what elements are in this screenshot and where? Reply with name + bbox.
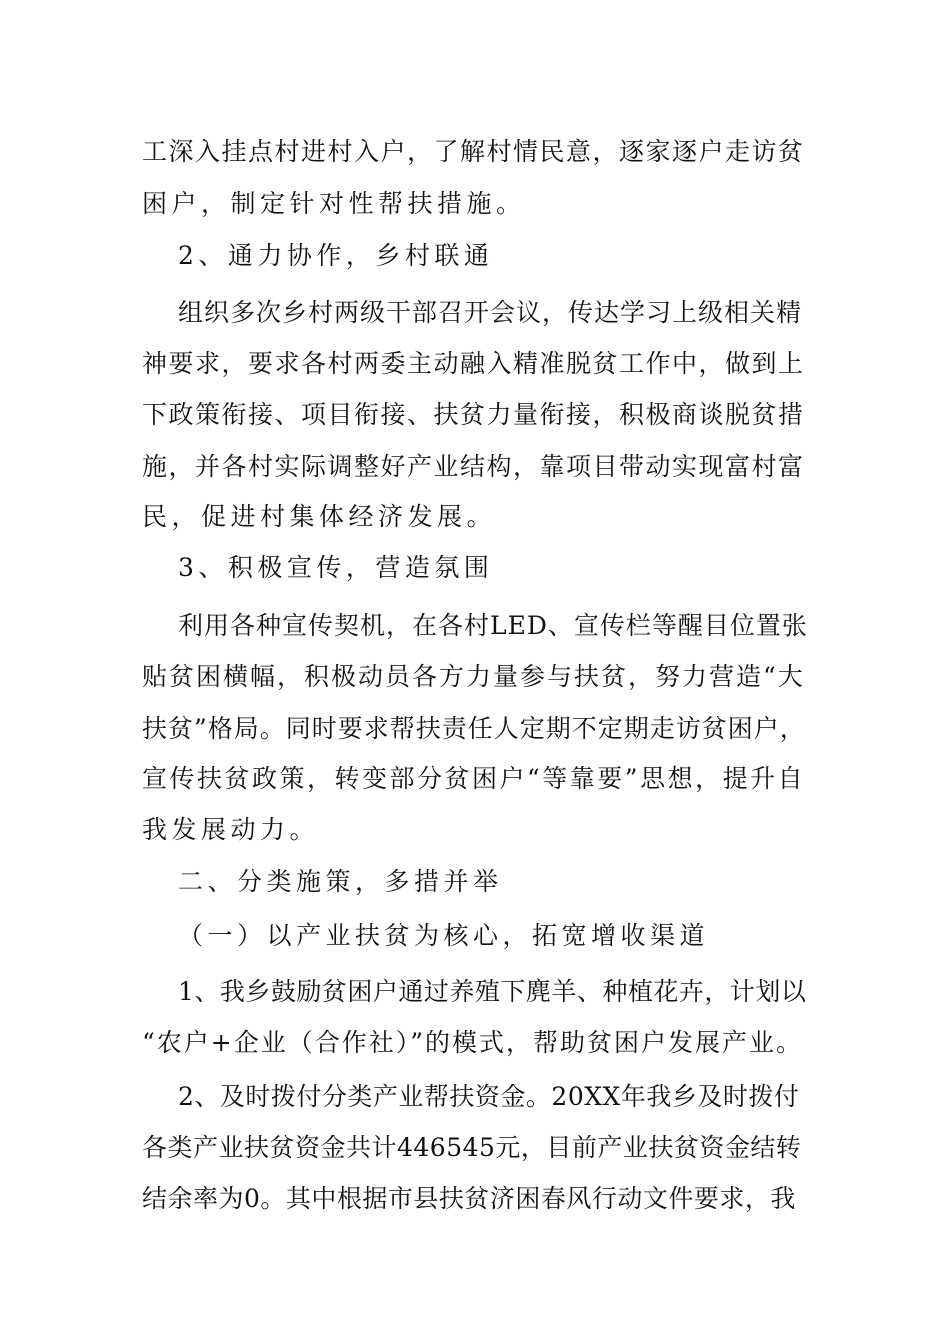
body-text-line: 民，促进村集体经济发展。 bbox=[142, 502, 497, 531]
body-text-line: “农户+企业（合作社）”的模式，帮助贫困户发展产业。 bbox=[142, 1028, 804, 1057]
body-text-line: 工深入挂点村进村入户，了解村情民意，逐家逐户走访贫 bbox=[142, 137, 805, 166]
body-text-line: 施，并各村实际调整好产业结构，靠项目带动实现富村富 bbox=[142, 452, 805, 481]
body-text-line: 困户，制定针对性帮扶措施。 bbox=[142, 189, 526, 218]
body-text-line: 神要求，要求各村两委主动融入精准脱贫工作中，做到上 bbox=[142, 349, 805, 378]
body-text-line: 扶贫”格局。同时要求帮扶责任人定期不定期走访贫困户， bbox=[142, 714, 806, 743]
body-text-line: 宣传扶贫政策，转变部分贫困户“等靠要”思想，提升自 bbox=[142, 764, 806, 793]
subsection-heading: （一）以产业扶贫为核心，拓宽增收渠道 bbox=[178, 921, 710, 950]
body-text-line: 组织多次乡村两级干部召开会议，传达学习上级相关精 bbox=[178, 298, 803, 327]
section-heading: 3、积极宣传，营造氛围 bbox=[178, 553, 494, 582]
body-text-line: 2、及时拨付分类产业帮扶资金。20XX年我乡及时拨付 bbox=[178, 1082, 800, 1111]
body-text-line: 我发展动力。 bbox=[142, 815, 320, 844]
body-text-line: 贴贫困横幅，积极动员各方力量参与扶贫，努力营造“大 bbox=[142, 662, 805, 691]
body-text-line: 各类产业扶贫资金共计446545元，目前产业扶贫资金结转 bbox=[142, 1133, 802, 1162]
body-text-line: 1、我乡鼓励贫困户通过养殖下麂羊、种植花卉，计划以 bbox=[178, 977, 807, 1006]
body-text-line: 下政策衔接、项目衔接、扶贫力量衔接，积极商谈脱贫措 bbox=[142, 400, 805, 429]
body-text-line: 结余率为0。其中根据市县扶贫济困春风行动文件要求，我 bbox=[142, 1184, 796, 1213]
section-heading: 二、分类施策，多措并举 bbox=[178, 867, 503, 896]
body-text-line: 利用各种宣传契机，在各村LED、宣传栏等醒目位置张 bbox=[178, 611, 808, 640]
section-heading: 2、通力协作，乡村联通 bbox=[178, 241, 494, 270]
